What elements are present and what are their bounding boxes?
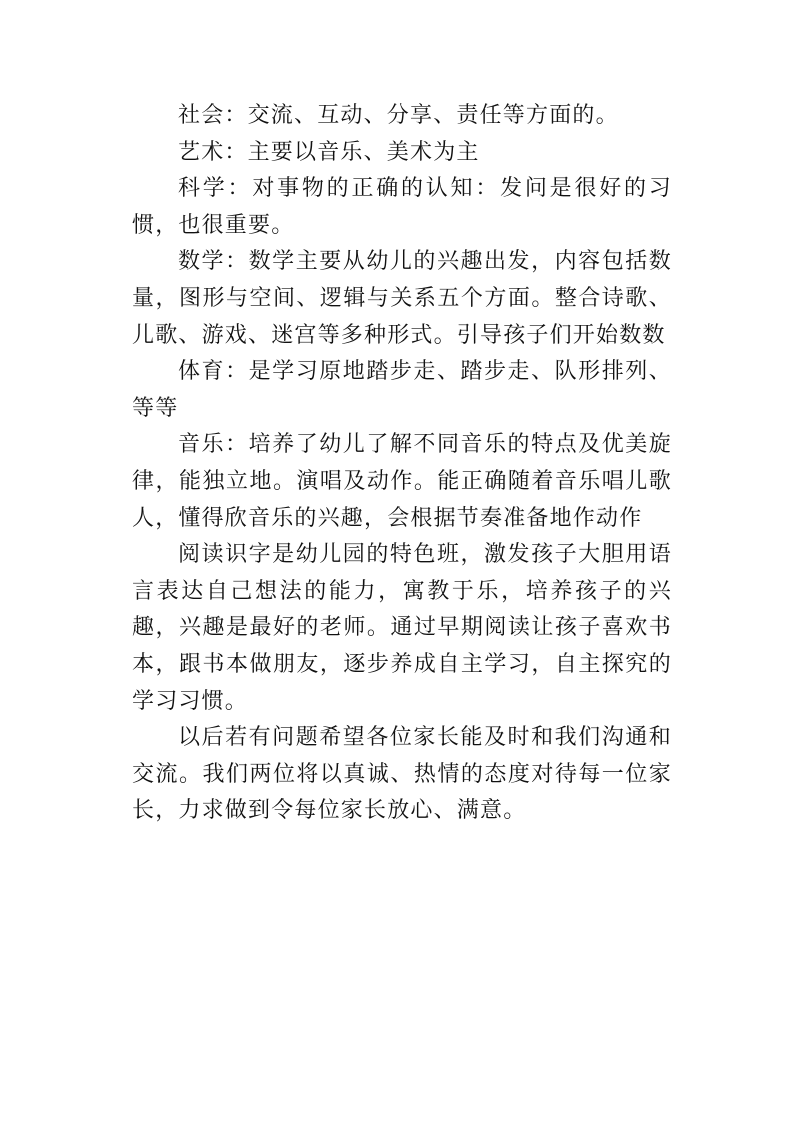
paragraph-closing: 以后若有问题希望各位家长能及时和我们沟通和交流。我们两位将以真诚、热情的态度对待每一位家长，力求做到令每位家长放心、满意。: [132, 725, 672, 824]
document-body: [132, 98, 672, 830]
paragraph-pe: 体育：是学习原地踏步走、踏步走、队形排列、等等: [132, 359, 672, 421]
paragraph-social: 社会：交流、互动、分享、责任等方面的。: [178, 103, 619, 128]
paragraph-music: 音乐：培养了幼儿了解不同音乐的特点及优美旋律，能独立地。演唱及动作。能正确随着音乐唱儿歌人，懂得欣音乐的兴趣，会根据节奏准备地作动作: [132, 432, 672, 531]
paragraph-math: 数学：数学主要从幼儿的兴趣出发，内容包括数量，图形与空间、逻辑与关系五个方面。整合诗歌、儿歌、游戏、迷宫等多种形式。引导孩子们开始数数: [132, 249, 672, 348]
paragraph-science: 科学：对事物的正确的认知：发问是很好的习惯，也很重要。: [132, 176, 672, 238]
paragraph-art: 艺术：主要以音乐、美术为主: [178, 139, 480, 165]
paragraph-reading: 阅读识字是幼儿园的特色班，激发孩子大胆用语言表达自己想法的能力，寓教于乐，培养孩子的兴趣，兴趣是最好的老师。通过早期阅读让孩子喜欢书本，跟书本做朋友，逐步养成自主学习，自主探究的学习习惯。: [132, 542, 672, 714]
